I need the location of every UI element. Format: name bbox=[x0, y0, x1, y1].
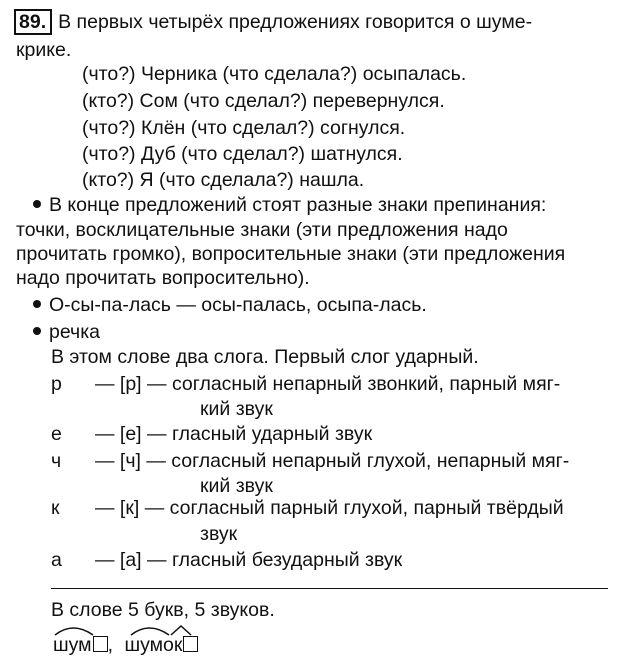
punct-line-4: надо прочитать вопросительно). bbox=[16, 267, 310, 289]
phonetic-row: ч — [ч] — согласный непарный глухой, непарный мяг- bbox=[51, 450, 570, 472]
task-header bbox=[14, 9, 532, 35]
zero-ending-icon bbox=[183, 636, 198, 652]
sentence-1: (что?) Черника (что сделала?) осыпалась. bbox=[82, 63, 467, 85]
sentence-4: (что?) Дуб (что сделал?) шатнулся. bbox=[82, 143, 403, 165]
phonetic-row-cont: звук bbox=[200, 523, 238, 545]
punct-line-1: В конце предложений стоят разные знаки препинания: bbox=[33, 193, 546, 217]
hyphenation-line: О-сы-па-лась — осы-палась, осыпа-лась. bbox=[33, 293, 427, 317]
root-1: шум bbox=[53, 634, 92, 656]
sentence-5: (кто?) Я (что сделала?) нашла. bbox=[82, 169, 365, 191]
intro-line-2: крике. bbox=[16, 39, 72, 61]
punct-line-3: прочитать громко), вопросительные знаки (эти предложения bbox=[16, 243, 566, 265]
sentence-2: (кто?) Сом (что сделал?) перевернулся. bbox=[82, 90, 445, 112]
zero-ending-icon bbox=[93, 636, 108, 652]
summary-line: В слове 5 букв, 5 звуков. bbox=[51, 599, 275, 621]
intro-line-1: В первых четырёх предложениях говорится о шуме- bbox=[58, 11, 533, 33]
task-number: 89. bbox=[14, 9, 52, 35]
punct-line-2: точки, восклицательные знаки (эти предложения надо bbox=[16, 219, 508, 241]
syllables-line: В этом слове два слога. Первый слог ударный. bbox=[51, 346, 479, 368]
morpheme-marks-icon bbox=[53, 623, 253, 637]
phonetic-row: к — [к] — согласный парный глухой, парный твёрдый bbox=[51, 497, 564, 519]
phonetic-row: а — [а] — гласный безударный звук bbox=[51, 549, 403, 571]
comma: , bbox=[107, 634, 114, 656]
divider bbox=[51, 588, 608, 589]
bullet-icon bbox=[33, 200, 41, 208]
phonetic-row: р — [р] — согласный непарный звонкий, парный мяг- bbox=[51, 373, 561, 395]
phonetic-row-cont: кий звук bbox=[200, 398, 273, 420]
bullet-icon bbox=[33, 327, 41, 335]
suffix: ок bbox=[163, 634, 183, 656]
phonetic-row: е — [е] — гласный ударный звук bbox=[51, 423, 373, 445]
root-2: шум bbox=[124, 634, 164, 656]
sentence-3: (что?) Клён (что сделал?) согнулся. bbox=[82, 117, 406, 139]
word-line: речка bbox=[33, 320, 100, 344]
phonetic-row-cont: кий звук bbox=[200, 475, 273, 497]
bullet-icon bbox=[33, 300, 41, 308]
